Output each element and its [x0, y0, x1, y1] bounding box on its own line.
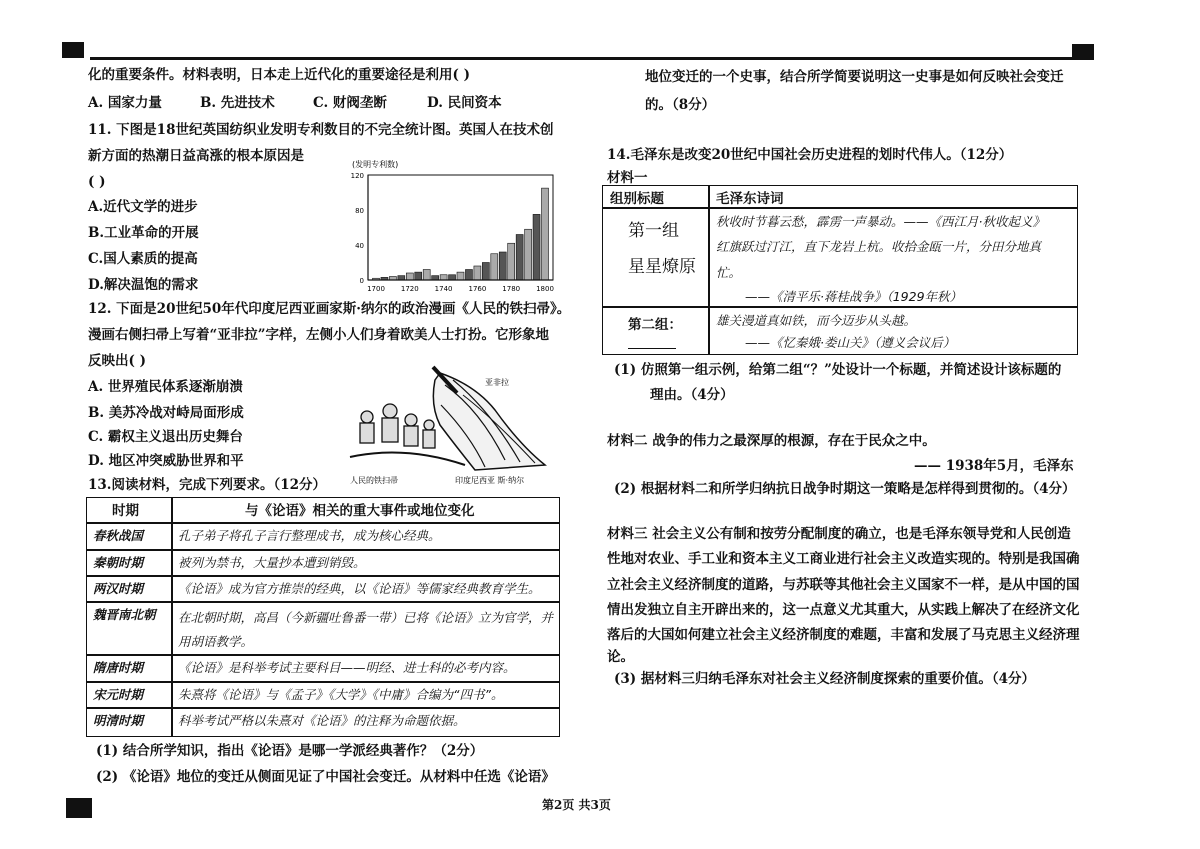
q13-table-event: 孔子弟子将孔子言行整理成书，成为核心经典。: [178, 528, 441, 543]
q12-stem-line3: 反映出( ): [88, 353, 146, 369]
q13-sub2-cont-line1: 地位变迁的一个史事，结合所学简要说明这一史事是如何反映社会变迁: [645, 69, 1064, 85]
q13-table-row-rule: [86, 681, 560, 683]
q13-sub1: (1) 结合所学知识，指出《论语》是哪一学派经典著作？（2分）: [96, 743, 484, 759]
group2-poem-line1: 雄关漫道真如铁，而今迈步从头越。: [716, 313, 917, 328]
chart-x-tick-label: 1700: [367, 285, 385, 293]
q13-table-event: 科举考试严格以朱熹对《论语》的注释为命题依据。: [178, 713, 466, 728]
poem-table-row-rule: [602, 306, 1078, 308]
q12-option-d: D. 地区冲突威胁世界和平: [88, 453, 244, 469]
chart-y-tick-label: 0: [359, 277, 364, 285]
chart-x-tick-label: 1800: [536, 285, 554, 293]
material-3-line5: 落后的大国如何建立社会主义经济制度的难题，丰富和发展了马克思主义经济理: [607, 627, 1080, 643]
q14-sub3: (3) 据材料三归纳毛泽东对社会主义经济制度探索的重要价值。（4分）: [614, 671, 1036, 687]
chart-bar: [474, 266, 481, 280]
q13-table-header-event: 与《论语》相关的重大事件或地位变化: [245, 503, 475, 519]
chart-bar: [499, 252, 506, 280]
q14-sub2: (2) 根据材料二和所学归纳抗日战争时期这一策略是怎样得到贯彻的。（4分）: [614, 481, 1076, 497]
q13-table-row-rule: [86, 522, 560, 524]
q13-table-row-rule: [86, 654, 560, 656]
material-2-source: —— 1938年5月，毛泽东: [914, 458, 1074, 474]
chart-bar: [508, 243, 515, 280]
poem-table-header-title: 组别标题: [610, 191, 664, 207]
q10-option-b: B. 先进技术: [200, 95, 275, 111]
q12-stem-line2: 漫画右侧扫帚上写着“亚非拉”字样，左侧小人们身着欧美人士打扮。它形象地: [88, 327, 550, 343]
q13-table-header-period: 时期: [112, 503, 139, 519]
material-3-line3: 立社会主义经济制度的道路，与苏联等其他社会主义国家不一样，是从中国的国: [607, 577, 1080, 593]
q13-table-period: 秦朝时期: [93, 555, 144, 570]
q12-option-c: C. 霸权主义退出历史舞台: [88, 429, 243, 445]
q14-sub1-line1: (1) 仿照第一组示例，给第二组“？”处设计一个标题，并简述设计该标题的: [614, 362, 1062, 378]
q14-title: 14.毛泽东是改变20世纪中国社会历史进程的划时代伟人。（12分）: [607, 147, 1013, 163]
q13-table-event: 在北朝时期，高昌（今新疆吐鲁番一带）已将《论语》立为官学，并用胡语教学。: [178, 610, 554, 649]
q13-table-period: 魏晋南北朝: [93, 607, 156, 622]
group2-poem-line2: ——《忆秦娥·娄山关》（遵义会议后）: [745, 335, 956, 350]
chart-bar: [415, 272, 422, 280]
group1-title-line2: 星星燎原: [628, 257, 696, 277]
chart-bar: [406, 273, 413, 280]
q13-table-period: 宋元时期: [93, 687, 144, 702]
poem-table-header-rule: [602, 207, 1078, 209]
cartoon-peoples-broom: [345, 365, 555, 490]
chart-bar: [423, 270, 430, 281]
q13-table-period: 隋唐时期: [93, 660, 144, 675]
chart-bar: [449, 275, 456, 280]
q10-option-d: D. 民间资本: [427, 95, 502, 111]
q10-option-a: A. 国家力量: [88, 95, 162, 111]
q13-sub2: (2) 《论语》地位的变迁从侧面见证了中国社会变迁。从材料中任选《论语》: [96, 769, 555, 785]
material-2-text: 材料二 战争的伟力之最深厚的根源，存在于民众之中。: [607, 433, 936, 449]
group1-poem-line3: 忙。: [716, 265, 742, 280]
corner-mark-bottom-left: [66, 798, 92, 818]
q13-table-row-rule: [86, 549, 560, 551]
chart-x-tick-label: 1760: [468, 285, 487, 293]
q12-stem-line1: 12. 下面是20世纪50年代印度尼西亚画家斯·纳尔的政治漫画《人民的铁扫帚》。: [88, 301, 571, 317]
chart-bar: [533, 214, 540, 280]
chart-bar: [482, 263, 489, 281]
cartoon-caption-right: 印度尼西亚 斯·纳尔: [455, 476, 525, 485]
poem-table-col-divider: [708, 185, 710, 354]
cartoon-caption-left: 人民的铁扫帚: [350, 476, 398, 485]
material-3-line1: 材料三 社会主义公有制和按劳分配制度的确立，也是毛泽东领导党和人民创造: [607, 526, 1071, 542]
group1-poem-line4: ——《清平乐·蒋桂战争》（1929年秋）: [745, 289, 963, 304]
corner-mark-top-left: [62, 42, 84, 58]
q11-stem-line2: 新方面的热潮日益高涨的根本原因是: [88, 148, 304, 164]
q13-table-col-divider: [171, 497, 173, 736]
chart-x-tick-label: 1740: [434, 285, 453, 293]
poem-table-header-poems: 毛泽东诗词: [716, 191, 784, 207]
group1-title-line1: 第一组: [628, 221, 679, 241]
q11-stem-line1: 11. 下图是18世纪英国纺织业发明专利数目的不完全统计图。英国人在技术创: [88, 122, 554, 138]
patent-bar-chart: [340, 155, 560, 295]
chart-bar: [398, 276, 405, 280]
q11-option-a: A.近代文学的进步: [88, 199, 198, 215]
q14-sub1-line2: 理由。（4分）: [650, 387, 734, 403]
q12-option-a: A. 世界殖民体系逐渐崩溃: [88, 379, 243, 395]
q11-answer-paren: ( ): [88, 174, 106, 190]
material-3-line6: 论。: [607, 649, 634, 665]
material-1-label: 材料一: [607, 170, 648, 186]
q13-table-row-rule: [86, 707, 560, 709]
page-footer: 第2页 共3页: [542, 798, 611, 812]
q13-table-event: 被列为禁书，大量抄本遭到销毁。: [178, 555, 366, 570]
material-3-line2: 性地对农业、手工业和资本主义工商业进行社会主义改造实现的。特别是我国确: [607, 551, 1080, 567]
group1-poem-line2: 红旗跃过汀江，直下龙岩上杭。收拾金瓯一片，分田分地真: [716, 239, 1042, 254]
material-3-line4: 情出发独立自主开辟出来的，这一点意义尤其重大，从实践上解决了在经济文化: [607, 602, 1080, 618]
chart-bar: [465, 270, 472, 281]
q13-table-row-rule: [86, 575, 560, 577]
q13-table-period: 两汉时期: [93, 581, 144, 596]
chart-bar: [542, 188, 549, 280]
chart-y-tick-label: 80: [355, 207, 364, 215]
q13-table-row-rule: [86, 601, 560, 603]
q11-option-d: D.解决温饱的需求: [88, 277, 199, 293]
q13-sub2-cont-line2: 的。（8分）: [645, 97, 716, 113]
q11-option-b: B.工业革命的开展: [88, 225, 199, 241]
q13-table-event: 《论语》成为官方推崇的经典，以《论语》等儒家经典教育学生。: [178, 581, 541, 596]
chart-bar: [457, 272, 464, 280]
q10-tail: 化的重要条件。材料表明，日本走上近代化的重要途径是利用( ): [88, 67, 470, 83]
chart-bar: [491, 254, 498, 280]
group2-title: 第二组：: [628, 317, 682, 333]
chart-bar: [516, 235, 523, 281]
chart-y-tick-label: 40: [355, 242, 364, 250]
chart-x-tick-label: 1780: [502, 285, 521, 293]
chart-bar: [525, 229, 532, 280]
q13-table-period: 明清时期: [93, 713, 144, 728]
chart-x-tick-label: 1720: [400, 285, 419, 293]
q13-table-period: 春秋战国: [93, 528, 144, 543]
chart-y-tick-label: 120: [350, 172, 364, 180]
q10-option-c: C. 财阀垄断: [313, 95, 387, 111]
cartoon-broom-text: 亚非拉: [485, 378, 509, 387]
top-rule: [90, 57, 1090, 60]
chart-bar: [432, 276, 439, 280]
q11-option-c: C.国人素质的提高: [88, 251, 198, 267]
q13-table-event: 朱熹将《论语》与《孟子》《大学》《中庸》合编为“四书”。: [178, 687, 504, 702]
chart-ylabel: (发明专利数): [352, 160, 399, 169]
chart-bar: [440, 275, 447, 280]
q13-title: 13.阅读材料，完成下列要求。（12分）: [88, 477, 327, 493]
group2-title-blank: [628, 348, 676, 349]
q13-table-event: 《论语》是科举考试主要科目——明经、进士科的必考内容。: [178, 660, 516, 675]
q12-option-b: B. 美苏冷战对峙局面形成: [88, 405, 244, 421]
group1-poem-line1: 秋收时节暮云愁，霹雳一声暴动。——《西江月·秋收起义》: [716, 214, 1045, 229]
